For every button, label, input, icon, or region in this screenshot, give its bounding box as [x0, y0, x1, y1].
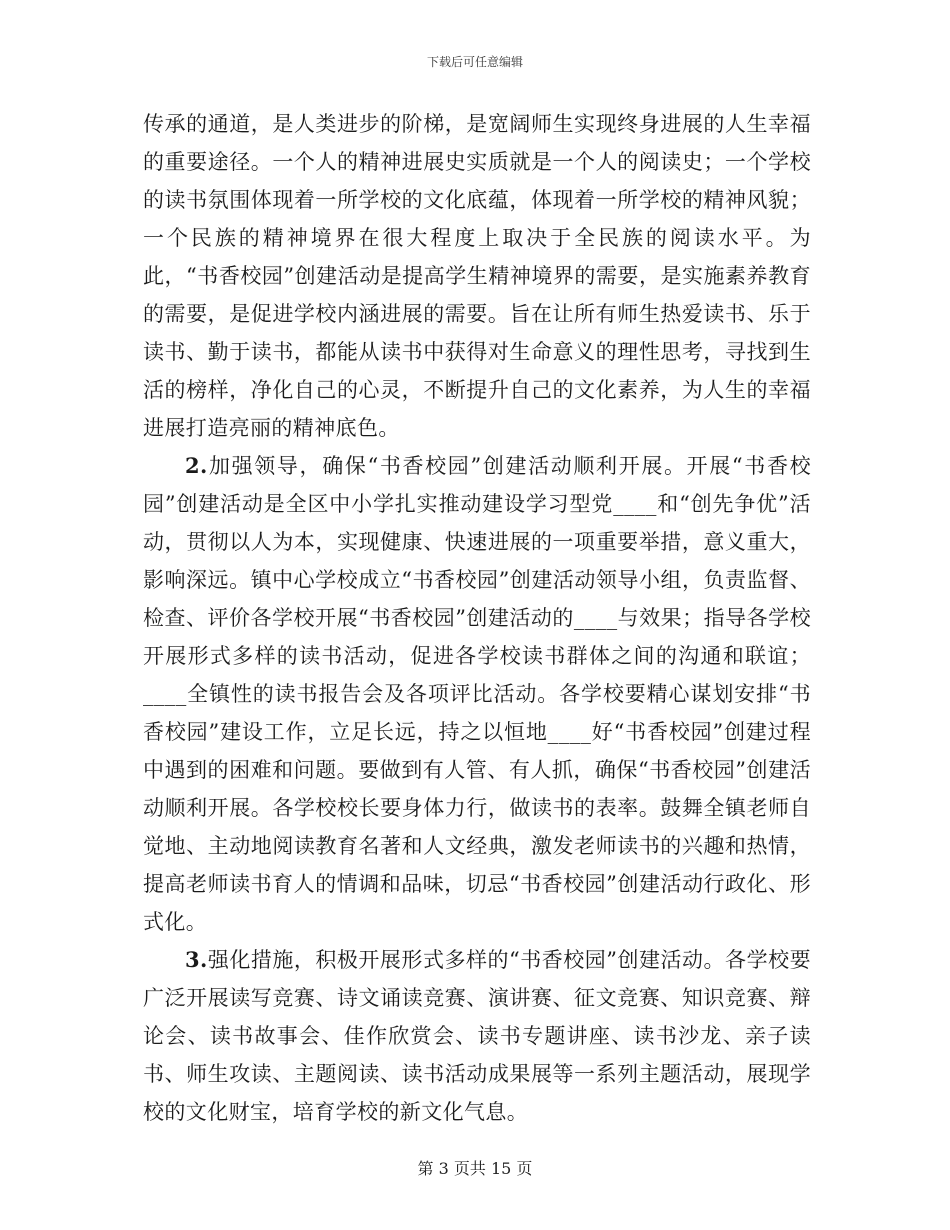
paragraph-text: 强化措施，积极开展形式多样的“书香校园”创建活动。各学校要广泛开展读写竞赛、诗文诵读竞赛、演讲赛、征文竞赛、知识竞赛、辩论会、读书故事会、佳作欣赏会、读书专题讲座、读书沙龙、亲子读书、师生攻读、主题阅读、读书活动成果展等一系列主题活动，展现学校的文化财宝，培育学校的新文化气息。: [143, 948, 811, 1124]
paragraph-continuation: [143, 105, 811, 447]
paragraph-text: 传承的通道，是人类进步的阶梯，是宽阔师生实现终身进展的人生幸福的重要途径。一个人的精神进展史实质就是一个人的阅读史；一个学校的读书氛围体现着一所学校的文化底蕴，体现着一所学校的精神风貌；一个民族的精神境界在很大程度上取决于全民族的阅读水平。为此，“书香校园”创建活动是提高学生精神境界的需要，是实施素养教育的需要，是促进学校内涵进展的需要。旨在让所有师生热爱读书、乐于读书、勤于读书，都能从读书中获得对生命意义的理性思考，寻找到生活的榜样，净化自己的心灵，不断提升自己的文化素养，为人生的幸福进展打造亮丽的精神底色。: [143, 112, 811, 440]
paragraph-text: 加强领导，确保“书香校园”创建活动顺利开展。开展“书香校园”创建活动是全区中小学扎实推动建设学习型党____和“创先争优”活动，贯彻以人为本，实现健康、快速进展的一项重要举措，意义重大，影响深远。镇中心学校成立“书香校园”创建活动领导小组，负责监督、检查、评价各学校开展“书香校园”创建活动的____与效果；指导各学校开展形式多样的读书活动，促进各学校读书群体之间的沟通和联谊；____全镇性的读书报告会及各项评比活动。各学校要精心谋划安排“书香校园”建设工作，立足长远，持之以恒地____好“书香校园”创建过程中遇到的困难和问题。要做到有人管、有人抓，确保“书香校园”创建活动顺利开展。各学校校长要身体力行，做读书的表率。鼓舞全镇老师自觉地、主动地阅读教育名著和人文经典，激发老师读书的兴趣和热情，提高老师读书育人的情调和品味，切忌“书香校园”创建活动行政化、形式化。: [143, 454, 811, 934]
page-number-footer: 第 3 页共 15 页: [417, 1159, 533, 1178]
paragraph-number: 3.: [185, 947, 208, 972]
paragraph-number: 2.: [185, 453, 208, 478]
paragraph-3: [143, 941, 811, 1131]
page-header-note: 下载后可任意编辑: [426, 55, 523, 69]
document-body: [143, 105, 811, 1131]
paragraph-2: [143, 447, 811, 941]
